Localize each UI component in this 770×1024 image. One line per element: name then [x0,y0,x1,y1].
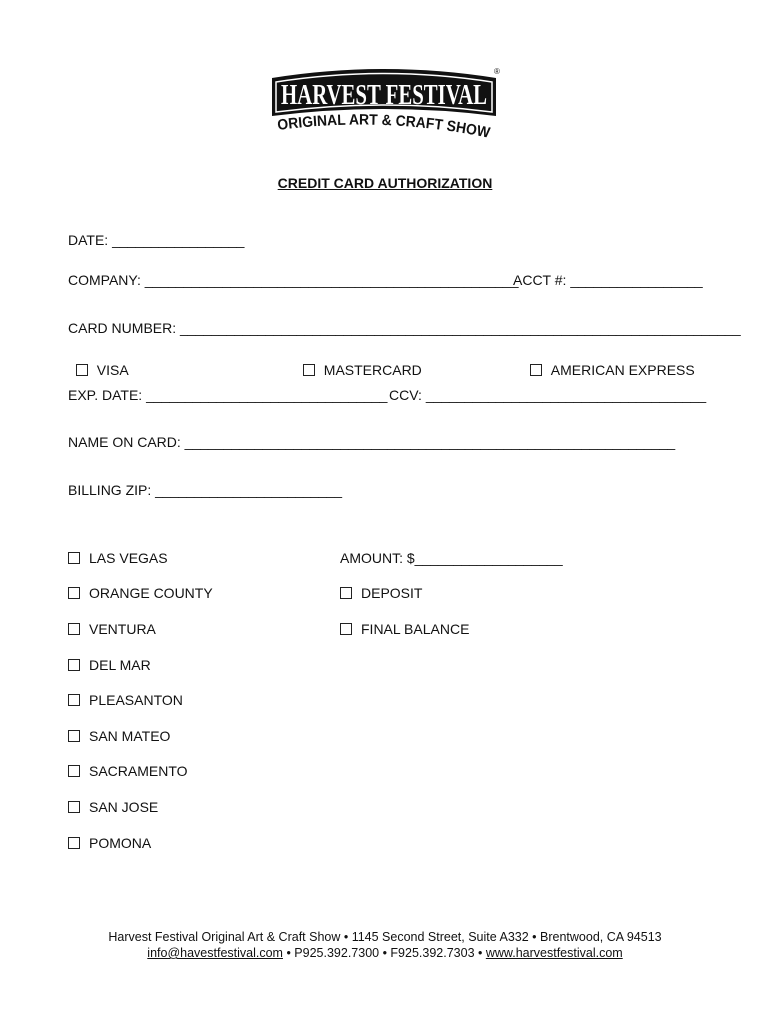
harvest-festival-logo [268,58,500,148]
location-option[interactable] [68,799,158,815]
footer-address: Harvest Festival Original Art & Craft Show • 1145 Second Street, Suite A332 • Brentwood, CA 94513 [108,930,662,944]
checkbox-icon[interactable] [340,623,352,635]
checkbox-icon[interactable] [68,837,80,849]
payment-label: FINAL BALANCE [361,621,470,637]
location-option[interactable] [68,550,168,566]
checkbox-icon[interactable] [68,587,80,599]
location-label: PLEASANTON [89,692,183,708]
location-label: VENTURA [89,621,156,637]
location-option[interactable] [68,692,183,708]
location-label: SAN JOSE [89,799,159,815]
svg-text:®: ® [494,67,500,76]
location-option[interactable] [68,585,213,601]
card-type-mastercard[interactable] [295,346,422,378]
location-option[interactable] [68,728,170,744]
company-field[interactable]: COMPANY: ________________________________________________ [68,272,519,288]
checkbox-icon[interactable] [68,765,80,777]
location-label: POMONA [89,835,152,851]
ccv-field[interactable]: CCV: ____________________________________ [389,387,707,403]
checkbox-icon[interactable] [340,587,352,599]
location-label: DEL MAR [89,657,151,673]
card-type-label: AMERICAN EXPRESS [550,362,695,378]
card-type-label: MASTERCARD [323,362,422,378]
payment-label: DEPOSIT [361,585,423,601]
card-type-visa[interactable] [68,346,129,378]
checkbox-icon[interactable] [68,730,80,742]
card-type-label: VISA [96,362,129,378]
checkbox-icon[interactable] [68,801,80,813]
location-option[interactable] [68,657,151,673]
svg-text:ORIGINAL ART & CRAFT SHOW: ORIGINAL ART & CRAFT SHOW [276,111,493,142]
checkbox-icon[interactable] [68,659,80,671]
card-number-field[interactable]: CARD NUMBER: ________________________________________________________________________ [68,320,741,336]
date-field[interactable]: DATE: _________________ [68,232,245,248]
checkbox-icon[interactable] [530,364,542,376]
footer-contact [0,946,770,960]
location-option[interactable] [68,835,151,851]
checkbox-icon[interactable] [68,623,80,635]
location-label: ORANGE COUNTY [89,585,213,601]
location-option[interactable] [68,621,156,637]
amount-field[interactable]: AMOUNT: $___________________ [340,550,563,566]
acct-field[interactable]: ACCT #: _________________ [513,272,703,288]
payment-final-balance[interactable] [340,621,469,637]
checkbox-icon[interactable] [303,364,315,376]
checkbox-icon[interactable] [68,694,80,706]
payment-deposit[interactable] [340,585,422,601]
billing-zip-field[interactable]: BILLING ZIP: ________________________ [68,482,343,498]
location-label: SAN MATEO [89,728,171,744]
exp-date-field[interactable]: EXP. DATE: _______________________________ [68,387,388,403]
card-type-amex[interactable] [522,346,695,378]
svg-text:HARVEST FESTIVAL: HARVEST FESTIVAL [281,79,487,111]
checkbox-icon[interactable] [68,552,80,564]
location-label: SACRAMENTO [89,763,188,779]
location-label: LAS VEGAS [89,550,168,566]
name-on-card-field[interactable]: NAME ON CARD: _______________________________________________________________ [68,434,676,450]
website-link[interactable]: www.harvestfestival.com [485,946,623,960]
checkbox-icon[interactable] [76,364,88,376]
location-option[interactable] [68,763,188,779]
email-link[interactable]: info@havestfestival.com [147,946,283,960]
phone-numbers: • P925.392.7300 • F925.392.7303 • [282,946,486,960]
form-title: CREDIT CARD AUTHORIZATION [277,175,493,191]
